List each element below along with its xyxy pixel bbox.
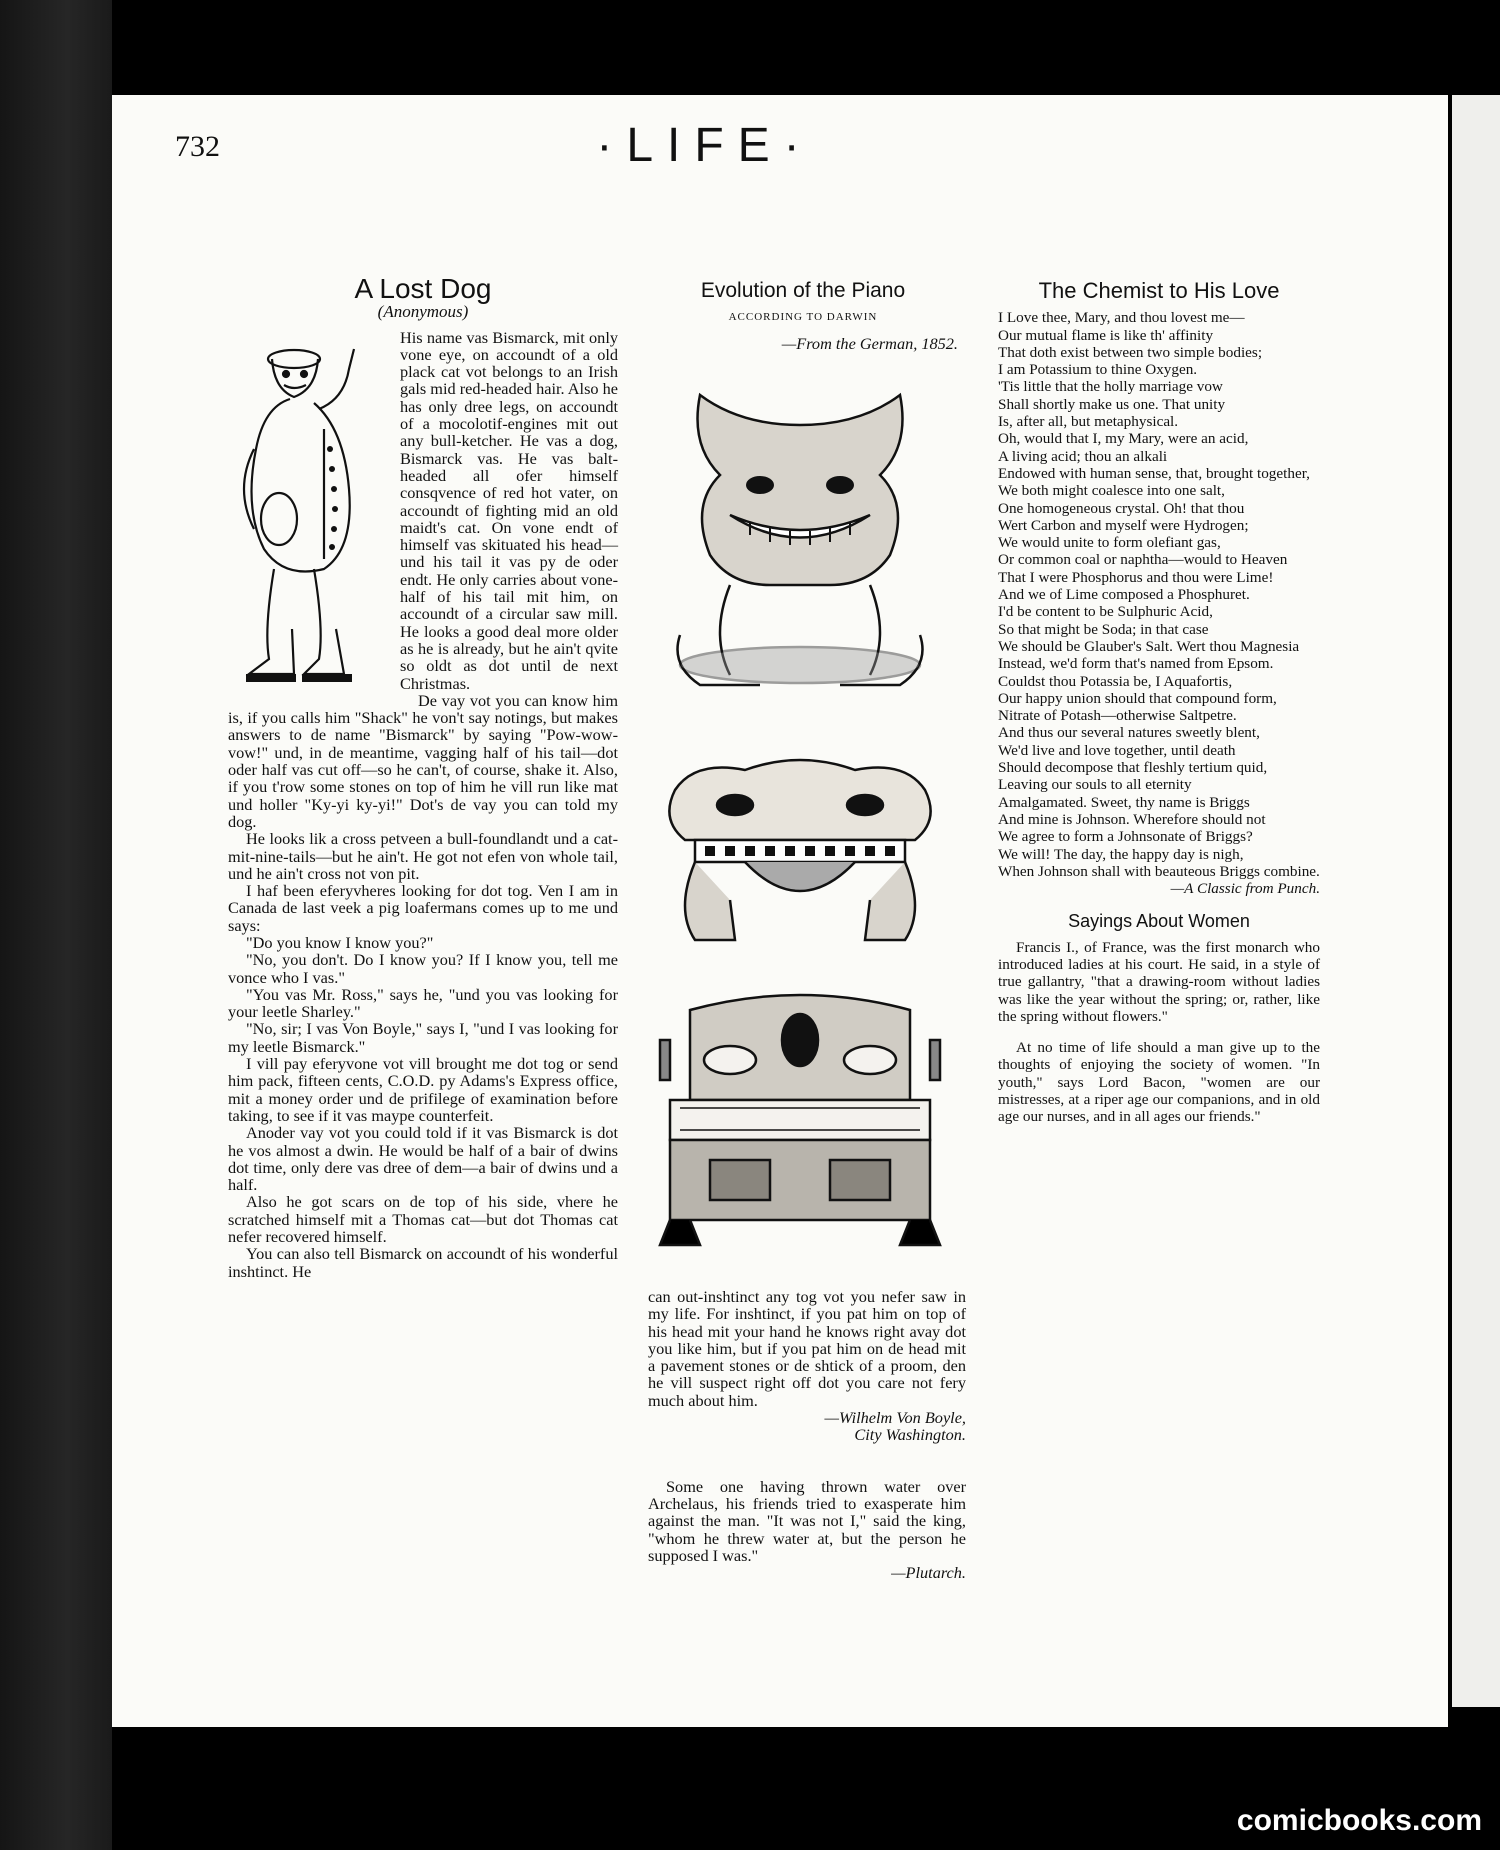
poem-line: I Love thee, Mary, and thou lovest me— xyxy=(998,309,1245,327)
paragraph: "Do you know I know you?" xyxy=(246,932,434,952)
article-title-sayings: Sayings About Women xyxy=(1068,911,1250,932)
page-number: 732 xyxy=(175,130,220,163)
paragraph: His name vas Bismarck, mit only vone eye, on accoundt of a old plack cat vot belongs to an Irish gals mid red-headed hair. Also he has only dree legs, on accoundt of a mocolotif-engines mit out any bull-ketcher. He vas a dog, Bismarck vas. He vas balt-headed all ofer himself consqvence of red hot vater, on accoundt of fighting mid an old maidt's cat. On vone endt of himself vas skituated his head—und his tail it vas py de oder endt. He only carries about vone-half of his tail mit him, on accoundt of a circular saw mill. He looks a good deal more older as he is already, but he ain't qvite so oldt as dot until de next Christmas. xyxy=(400,327,618,693)
poem-line: We agree to form a Johnsonate of Briggs? xyxy=(998,828,1253,846)
article-title-lost-dog: A Lost Dog xyxy=(354,273,492,304)
paragraph: He looks lik a cross petveen a bull-foundlandt und a cat-mit-nine-tails—but he ain't. He got not efen von whole tail, und he ain't cross not von pit. xyxy=(228,829,618,883)
paragraph: "You vas Mr. Ross," says he, "und you vas looking for your leetle Sharley." xyxy=(228,984,618,1022)
poem-line: Our mutual flame is like th' affinity xyxy=(998,326,1214,344)
poem-line: I am Potassium to thine Oxygen. xyxy=(998,361,1198,379)
poem-line: Shall shortly make us one. That unity xyxy=(998,395,1226,413)
creature-sofa-illustration xyxy=(655,750,945,950)
signature-line: —Wilhelm Von Boyle, xyxy=(824,1408,966,1428)
poem-line: Wert Carbon and myself were Hydrogen; xyxy=(998,516,1249,534)
poem-line: We'd live and love together, until death xyxy=(998,741,1236,759)
poem-line: One homogeneous crystal. Oh! that thou xyxy=(998,499,1245,517)
poem-line: We will! The day, the happy day is nigh, xyxy=(998,845,1244,863)
paragraph: can out-inshtinct any tog vot you nefer saw in my life. For inshtinct, if you pat him on top of his head mit your hand he knows right avay dot you like him, but if you pat him on de head mit a pavement stones or de shtick of a proom, den he vill suspect right off dot you care not fery much about him. xyxy=(648,1287,966,1410)
paragraph: Also he got scars on de top of his side, vhere he scratched himself mit a Thomas cat—but dot Thomas cat nefer recovered himself. xyxy=(228,1192,618,1247)
poem-line: Or common coal or naphtha—would to Heaven xyxy=(998,551,1288,569)
next-page-edge xyxy=(1452,95,1500,1707)
paragraph: De vay vot you can know him is, if you calls him "Shack" he von't say notings, but makes answers to de name "Bismarck" by saying "Pow-wow-vow!" und, in de meantime, vagging half of his tail—dot oder half vas cut off—so he can't, of course, shake it. Also, if you t'row some stones on top of him he vill run like mat und holler "Ky-yi ky-yi!" Dot's de vay you can told my dog. xyxy=(228,690,618,831)
poem-line: We would unite to form olefiant gas, xyxy=(998,534,1221,552)
poem-line: And mine is Johnson. Wherefore should not xyxy=(998,810,1266,828)
poem-line: I'd be content to be Sulphuric Acid, xyxy=(998,603,1213,621)
article-title-piano: Evolution of the Piano xyxy=(700,279,906,302)
piano-illustration xyxy=(650,990,950,1250)
poem-line: Is, after all, but metaphysical. xyxy=(998,413,1179,431)
poem-line: And thus our several natures sweetly blent, xyxy=(998,724,1260,742)
poem-line: Leaving our souls to all eternity xyxy=(998,776,1192,794)
column-left xyxy=(228,273,618,1281)
masthead: ·LIFE· xyxy=(596,119,814,172)
anecdote-paragraph: Some one having thrown water over Archelaus, his friends tried to exasperate him against the man. "It was not I," said the king, "whom he threw water at, but the person he supposed I was." xyxy=(648,1476,966,1565)
article-byline: (Anonymous) xyxy=(377,302,469,322)
poem-line: We both might coalesce into one salt, xyxy=(998,482,1225,500)
site-watermark: comicbooks.com xyxy=(1236,1804,1482,1837)
poem xyxy=(998,309,1320,880)
poem-line: Couldst thou Potassia be, I Aquafortis, xyxy=(998,672,1233,690)
paragraph: "No, you don't. Do I know you? If I know you, tell me vonce who I vas." xyxy=(228,950,618,987)
anecdote-attribution: —Plutarch. xyxy=(891,1563,966,1583)
paragraph: You can also tell Bismarck on accoundt of his wonderful inshtinct. He xyxy=(228,1244,618,1281)
column-right xyxy=(998,278,1320,1126)
article-title-chemist: The Chemist to His Love xyxy=(1038,278,1280,303)
poem-line: That doth exist between two simple bodies; xyxy=(998,343,1263,361)
poem-line: That I were Phosphorus and thou were Lime! xyxy=(998,568,1274,586)
poem-line: Amalgamated. Sweet, thy name is Briggs xyxy=(998,793,1250,811)
column-middle-body xyxy=(648,1288,966,1581)
column-middle-header xyxy=(648,279,958,358)
poem-line: When Johnson shall with beauteous Briggs combine. xyxy=(998,862,1320,880)
poem-line: Our happy union should that compound form, xyxy=(998,689,1277,707)
article-subtitle: ACCORDING TO DARWIN xyxy=(728,311,878,324)
poem-line: Oh, would that I, my Mary, were an acid, xyxy=(998,430,1249,448)
paragraph: I haf been eferyvheres looking for dot tog. Ven I am in Canada de last veek a pig loafermans comes up to me und says: xyxy=(228,881,618,935)
poem-line: A living acid; thou an alkali xyxy=(998,447,1168,465)
poem-line: And we of Lime composed a Phosphuret. xyxy=(998,586,1250,604)
man-illustration xyxy=(224,329,394,689)
creature-illustration xyxy=(650,385,950,695)
poem-attribution: —A Classic from Punch. xyxy=(1170,880,1320,898)
poem-line: Endowed with human sense, that, brought together, xyxy=(998,464,1310,482)
poem-line: Nitrate of Potash—otherwise Saltpetre. xyxy=(998,707,1237,725)
book-spine-background xyxy=(0,0,112,1850)
poem-line: 'Tis little that the holly marriage vow xyxy=(998,378,1223,396)
paragraph: Francis I., of France, was the first monarch who introduced ladies at his court. He said, in a style of true gallantry, "that a drawing-room without ladies was like the year without the spring; or, rather, like the spring without flowers." xyxy=(998,938,1320,1025)
poem-line: Instead, we'd form that's named from Epsom. xyxy=(998,655,1274,673)
article-attribution: —From the German, 1852. xyxy=(781,333,958,353)
poem-line: We should be Glauber's Salt. Wert thou Magnesia xyxy=(998,637,1300,655)
poem-line: So that might be Soda; in that case xyxy=(998,620,1209,638)
poem-line: Should decompose that fleshly tertium quid, xyxy=(998,759,1268,777)
signature-line: City Washington. xyxy=(854,1425,966,1445)
paragraph: "No, sir; I vas Von Boyle," says I, "und I vas looking for my leetle Bismarck." xyxy=(228,1019,618,1056)
paragraph: At no time of life should a man give up to the thoughts of enjoying the society of women. "In youth," says Lord Bacon, "women are our mistresses, at a riper age our companions, and in old age our nurses, and in all ages our friends." xyxy=(998,1039,1320,1126)
paragraph: Anoder vay vot you could told if it vas Bismarck is dot he vos almost a dwin. He would be half of a bair of dwins dot time, only dere vas dree of dem—a bair of dwins und a half. xyxy=(228,1123,618,1195)
paragraph: I vill pay eferyvone vot vill brought me dot tog or send him pack, fifteen cents, C.O.D. py Adams's Express office, mit a money order und de prifilege of examination before taking, to see if it vas maype counterfeit. xyxy=(228,1054,618,1125)
